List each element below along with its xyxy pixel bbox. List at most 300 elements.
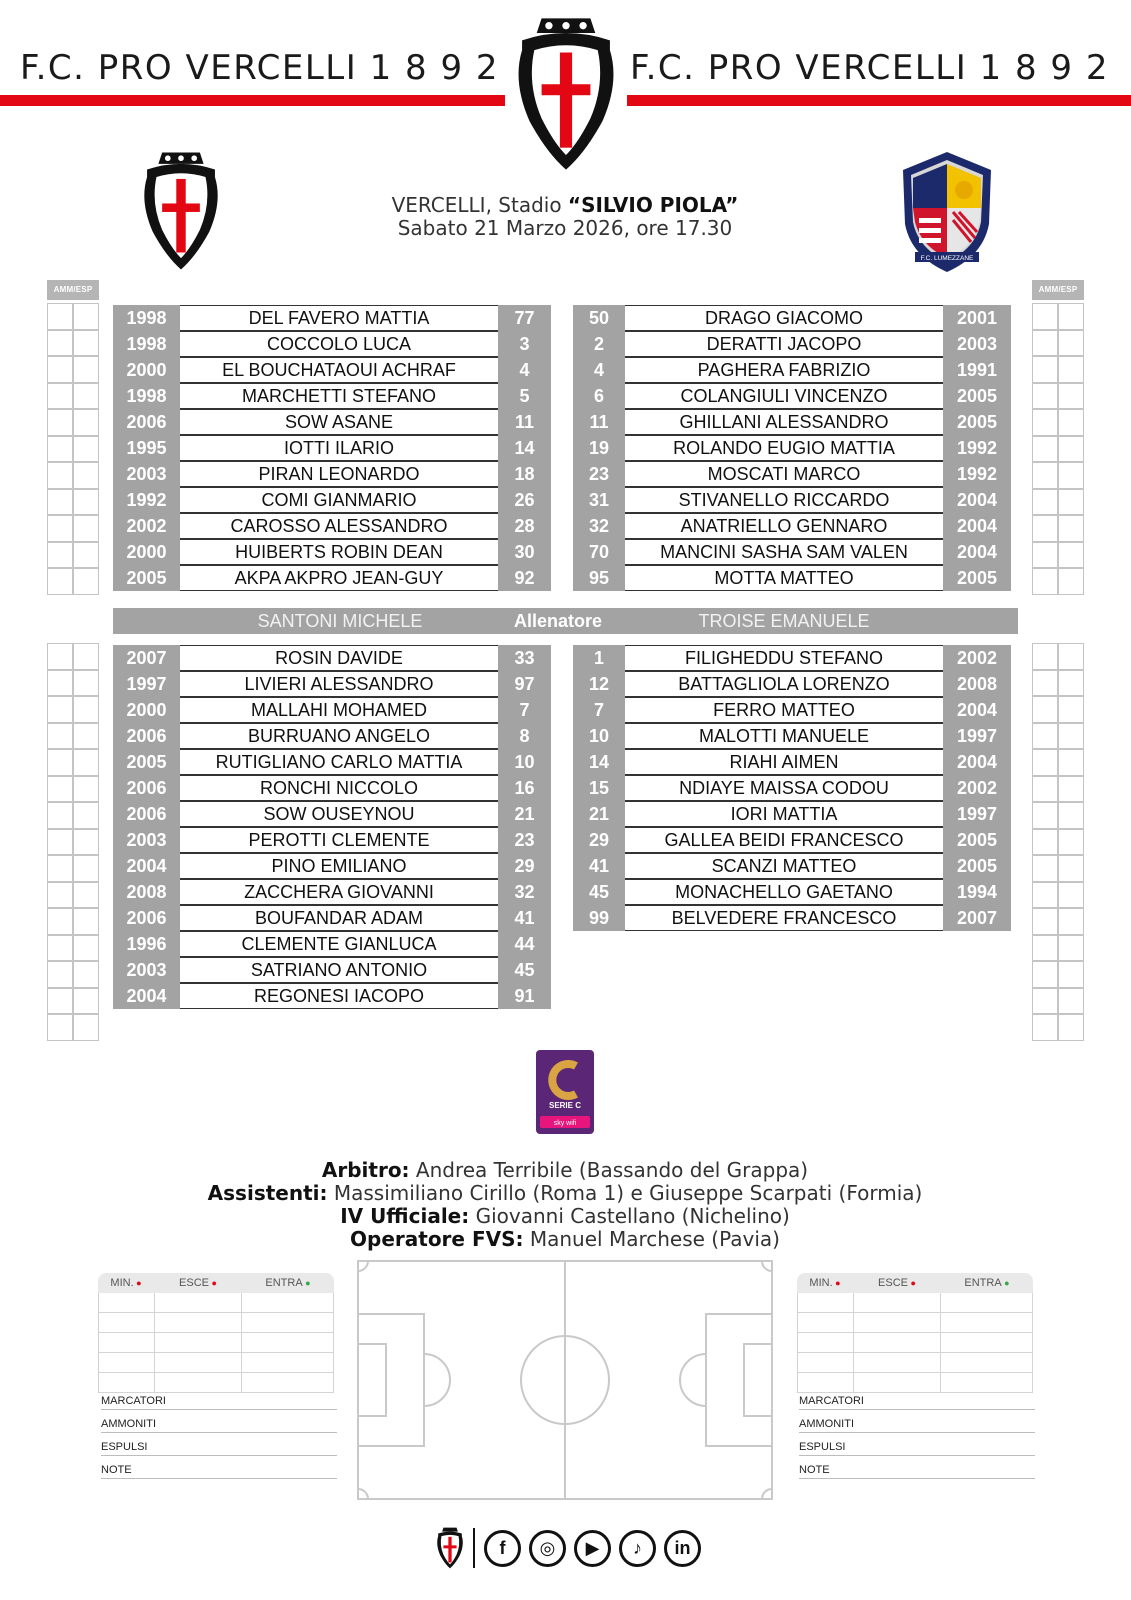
player-name: BATTAGLIOLA LORENZO [625, 671, 943, 697]
red-card-checkbox[interactable] [1058, 489, 1084, 516]
substitution-cell[interactable] [941, 1313, 1033, 1332]
home-subs-marks [47, 643, 99, 1041]
red-card-checkbox[interactable] [73, 961, 99, 988]
yellow-card-checkbox[interactable] [47, 356, 73, 383]
yellow-card-checkbox[interactable] [1032, 515, 1058, 542]
home-player-row [113, 305, 551, 331]
red-card-checkbox[interactable] [73, 542, 99, 569]
red-card-checkbox[interactable] [1058, 462, 1084, 489]
yellow-card-checkbox[interactable] [47, 568, 73, 595]
yellow-card-checkbox[interactable] [1032, 829, 1058, 856]
red-card-checkbox[interactable] [73, 776, 99, 803]
yellow-card-checkbox[interactable] [47, 303, 73, 330]
stat-line-note[interactable]: NOTE [101, 1462, 337, 1479]
player-birth-year: 2005 [113, 749, 180, 775]
minute-header [797, 1277, 853, 1289]
lumezzane-crest-icon [896, 148, 998, 276]
red-card-checkbox[interactable] [1058, 696, 1084, 723]
player-number: 2 [573, 331, 625, 357]
player-number: 7 [573, 697, 625, 723]
yellow-card-checkbox[interactable] [1032, 723, 1058, 750]
home-player-row [113, 957, 551, 983]
substitution-cell[interactable] [941, 1353, 1033, 1372]
substitutions-grid [797, 1293, 1033, 1393]
player-birth-year: 2000 [113, 697, 180, 723]
linkedin-icon[interactable]: in [664, 1530, 701, 1567]
home-player-row [113, 801, 551, 827]
red-card-checkbox[interactable] [1058, 568, 1084, 595]
home-player-row [113, 645, 551, 671]
substitution-cell[interactable] [798, 1353, 854, 1372]
stat-line-espulsi[interactable]: ESPULSI [799, 1439, 1035, 1456]
player-number: 5 [498, 383, 551, 409]
stat-line-marcatori[interactable]: MARCATORI [799, 1393, 1035, 1410]
red-card-checkbox[interactable] [1058, 670, 1084, 697]
card-mark-row [47, 961, 99, 988]
player-number: 7 [498, 697, 551, 723]
substitution-cell[interactable] [242, 1353, 334, 1372]
player-name: NDIAYE MAISSA CODOU [625, 775, 943, 801]
home-player-row [113, 931, 551, 957]
instagram-icon[interactable]: ◎ [529, 1530, 566, 1567]
yellow-card-checkbox[interactable] [1032, 961, 1058, 988]
player-birth-year: 2006 [113, 775, 180, 801]
player-name: MOSCATI MARCO [625, 461, 943, 487]
red-card-checkbox[interactable] [1058, 935, 1084, 962]
substitution-cell[interactable] [242, 1333, 334, 1352]
card-mark-row [1032, 882, 1084, 909]
red-arrow-icon: ● [209, 1278, 217, 1288]
yellow-card-checkbox[interactable] [1032, 542, 1058, 569]
stat-line-note[interactable]: NOTE [799, 1462, 1035, 1479]
player-name: MALOTTI MANUELE [625, 723, 943, 749]
card-mark-row [47, 383, 99, 410]
substitution-cell[interactable] [155, 1293, 243, 1312]
card-mark-row [47, 670, 99, 697]
red-card-checkbox[interactable] [73, 568, 99, 595]
substitution-cell[interactable] [854, 1373, 942, 1392]
red-card-checkbox[interactable] [1058, 749, 1084, 776]
away-player-row [573, 409, 1011, 435]
player-name: DERATTI JACOPO [625, 331, 943, 357]
yellow-card-checkbox[interactable] [1032, 330, 1058, 357]
substitution-cell[interactable] [798, 1373, 854, 1392]
player-birth-year: 2006 [113, 801, 180, 827]
out-header [853, 1277, 941, 1289]
player-name: SOW OUSEYNOU [180, 801, 498, 827]
yellow-card-checkbox[interactable] [1032, 489, 1058, 516]
yellow-card-checkbox[interactable] [1032, 749, 1058, 776]
player-number: 32 [498, 879, 551, 905]
home-substitutions-table [98, 1273, 334, 1393]
yellow-card-checkbox[interactable] [47, 383, 73, 410]
yellow-card-checkbox[interactable] [1032, 855, 1058, 882]
red-card-checkbox[interactable] [73, 988, 99, 1015]
substitution-cell[interactable] [854, 1293, 942, 1312]
red-card-checkbox[interactable] [73, 908, 99, 935]
player-birth-year: 1995 [113, 435, 180, 461]
player-name: ANATRIELLO GENNARO [625, 513, 943, 539]
home-player-row [113, 775, 551, 801]
red-card-checkbox[interactable] [73, 515, 99, 542]
away-player-row [573, 645, 1011, 671]
player-number: 19 [573, 435, 625, 461]
yellow-card-checkbox[interactable] [1032, 908, 1058, 935]
red-card-checkbox[interactable] [73, 409, 99, 436]
player-number: 70 [573, 539, 625, 565]
player-birth-year: 2004 [943, 749, 1011, 775]
red-card-checkbox[interactable] [1058, 908, 1084, 935]
player-birth-year: 2007 [943, 905, 1011, 931]
yellow-card-checkbox[interactable] [1032, 1014, 1058, 1041]
player-number: 14 [498, 435, 551, 461]
yellow-card-checkbox[interactable] [47, 670, 73, 697]
red-card-checkbox[interactable] [73, 723, 99, 750]
minute-header-label: MIN. [809, 1277, 833, 1289]
player-number: 10 [498, 749, 551, 775]
card-mark-row [1032, 489, 1084, 516]
substitution-cell[interactable] [99, 1313, 155, 1332]
red-card-checkbox[interactable] [73, 436, 99, 463]
away-player-row [573, 879, 1011, 905]
red-card-checkbox[interactable] [73, 356, 99, 383]
stat-line-ammoniti[interactable]: AMMONITI [101, 1416, 337, 1433]
substitution-cell[interactable] [798, 1333, 854, 1352]
yellow-card-checkbox[interactable] [47, 802, 73, 829]
official-value: Massimiliano Cirillo (Roma 1) e Giuseppe Scarpati (Formia) [327, 1181, 923, 1205]
player-number: 1 [573, 645, 625, 671]
card-mark-row [1032, 723, 1084, 750]
player-name: PINO EMILIANO [180, 853, 498, 879]
red-card-checkbox[interactable] [73, 1014, 99, 1041]
home-player-row [113, 879, 551, 905]
yellow-card-checkbox[interactable] [1032, 776, 1058, 803]
player-birth-year: 2004 [943, 697, 1011, 723]
red-card-checkbox[interactable] [73, 749, 99, 776]
red-card-checkbox[interactable] [1058, 383, 1084, 410]
substitution-cell[interactable] [941, 1333, 1033, 1352]
away-player-row [573, 513, 1011, 539]
red-card-checkbox[interactable] [73, 462, 99, 489]
player-birth-year: 2005 [943, 565, 1011, 591]
substitution-cell[interactable] [242, 1373, 334, 1392]
player-number: 23 [573, 461, 625, 487]
player-birth-year: 2003 [943, 331, 1011, 357]
player-birth-year: 1992 [943, 435, 1011, 461]
yellow-card-checkbox[interactable] [47, 409, 73, 436]
red-card-checkbox[interactable] [1058, 723, 1084, 750]
substitution-row [798, 1313, 1033, 1333]
red-card-checkbox[interactable] [73, 855, 99, 882]
red-card-checkbox[interactable] [1058, 409, 1084, 436]
substitution-row [99, 1313, 334, 1333]
substitution-cell[interactable] [99, 1333, 155, 1352]
yellow-card-checkbox[interactable] [1032, 356, 1058, 383]
player-name: DRAGO GIACOMO [625, 305, 943, 331]
substitution-cell[interactable] [798, 1313, 854, 1332]
coach-bar [113, 608, 1018, 634]
red-card-checkbox[interactable] [1058, 961, 1084, 988]
red-card-checkbox[interactable] [73, 489, 99, 516]
player-number: 50 [573, 305, 625, 331]
card-mark-row [47, 908, 99, 935]
player-number: 3 [498, 331, 551, 357]
card-mark-row [47, 882, 99, 909]
substitutions-header [797, 1273, 1033, 1293]
yellow-card-checkbox[interactable] [1032, 409, 1058, 436]
red-card-checkbox[interactable] [73, 935, 99, 962]
yellow-card-checkbox[interactable] [47, 643, 73, 670]
away-mark-header: AMM/ESP [1032, 280, 1084, 300]
red-card-checkbox[interactable] [73, 643, 99, 670]
yellow-card-checkbox[interactable] [1032, 462, 1058, 489]
substitution-cell[interactable] [854, 1353, 942, 1372]
yellow-card-checkbox[interactable] [47, 723, 73, 750]
yellow-card-checkbox[interactable] [1032, 303, 1058, 330]
card-mark-row [1032, 568, 1084, 595]
yellow-card-checkbox[interactable] [1032, 882, 1058, 909]
red-card-checkbox[interactable] [1058, 356, 1084, 383]
card-mark-row [1032, 961, 1084, 988]
red-card-checkbox[interactable] [73, 829, 99, 856]
substitution-cell[interactable] [99, 1373, 155, 1392]
red-card-checkbox[interactable] [73, 383, 99, 410]
green-arrow-icon: ● [302, 1278, 311, 1288]
yellow-card-checkbox[interactable] [47, 882, 73, 909]
red-card-checkbox[interactable] [73, 882, 99, 909]
substitution-cell[interactable] [155, 1353, 243, 1372]
red-card-checkbox[interactable] [73, 696, 99, 723]
red-card-checkbox[interactable] [73, 330, 99, 357]
yellow-card-checkbox[interactable] [1032, 568, 1058, 595]
yellow-card-checkbox[interactable] [47, 489, 73, 516]
yellow-card-checkbox[interactable] [47, 988, 73, 1015]
header-title-left: F.C. PRO VERCELLI 1 8 9 2 [20, 48, 500, 88]
card-mark-row [47, 776, 99, 803]
player-name: PEROTTI CLEMENTE [180, 827, 498, 853]
player-birth-year: 1994 [943, 879, 1011, 905]
card-mark-row [47, 643, 99, 670]
player-name: FILIGHEDDU STEFANO [625, 645, 943, 671]
official-label: Assistenti: [207, 1181, 328, 1205]
player-number: 12 [573, 671, 625, 697]
card-mark-row [1032, 409, 1084, 436]
yellow-card-checkbox[interactable] [1032, 670, 1058, 697]
facebook-icon[interactable]: f [484, 1530, 521, 1567]
player-birth-year: 1997 [943, 723, 1011, 749]
player-name: STIVANELLO RICCARDO [625, 487, 943, 513]
yellow-card-checkbox[interactable] [47, 935, 73, 962]
football-pitch [357, 1260, 773, 1500]
player-number: 95 [573, 565, 625, 591]
away-player-row [573, 435, 1011, 461]
yellow-card-checkbox[interactable] [1032, 383, 1058, 410]
tiktok-icon[interactable]: ♪ [619, 1530, 656, 1567]
away-player-row [573, 775, 1011, 801]
substitution-cell[interactable] [99, 1353, 155, 1372]
red-card-checkbox[interactable] [1058, 436, 1084, 463]
player-name: RUTIGLIANO CARLO MATTIA [180, 749, 498, 775]
red-card-checkbox[interactable] [1058, 829, 1084, 856]
official-label: IV Ufficiale: [340, 1204, 470, 1228]
home-player-row [113, 461, 551, 487]
yellow-card-checkbox[interactable] [47, 462, 73, 489]
yellow-card-checkbox[interactable] [47, 515, 73, 542]
official-value: Giovanni Castellano (Nichelino) [469, 1204, 790, 1228]
player-number: 26 [498, 487, 551, 513]
home-player-row [113, 723, 551, 749]
card-mark-row [47, 1014, 99, 1041]
yellow-card-checkbox[interactable] [47, 855, 73, 882]
official-value: Manuel Marchese (Pavia) [523, 1227, 780, 1251]
card-mark-row [47, 489, 99, 516]
card-mark-row [1032, 542, 1084, 569]
substitution-cell[interactable] [155, 1373, 243, 1392]
player-number: 99 [573, 905, 625, 931]
player-number: 41 [573, 853, 625, 879]
player-number: 30 [498, 539, 551, 565]
red-card-checkbox[interactable] [1058, 515, 1084, 542]
card-mark-row [47, 515, 99, 542]
card-mark-row [1032, 303, 1084, 330]
red-card-checkbox[interactable] [1058, 882, 1084, 909]
red-card-checkbox[interactable] [1058, 988, 1084, 1015]
player-name: GHILLANI ALESSANDRO [625, 409, 943, 435]
yellow-card-checkbox[interactable] [47, 749, 73, 776]
substitution-cell[interactable] [941, 1373, 1033, 1392]
yellow-card-checkbox[interactable] [47, 776, 73, 803]
substitution-row [798, 1373, 1033, 1393]
substitution-cell[interactable] [242, 1313, 334, 1332]
yellow-card-checkbox[interactable] [47, 829, 73, 856]
player-number: 41 [498, 905, 551, 931]
player-number: 14 [573, 749, 625, 775]
player-name: MANCINI SASHA SAM VALEN [625, 539, 943, 565]
away-starters-marks [1032, 303, 1084, 595]
away-player-row [573, 827, 1011, 853]
yellow-card-checkbox[interactable] [1032, 696, 1058, 723]
player-name: BOUFANDAR ADAM [180, 905, 498, 931]
substitutions-header [98, 1273, 334, 1293]
yellow-card-checkbox[interactable] [1032, 935, 1058, 962]
red-card-checkbox[interactable] [1058, 330, 1084, 357]
stat-line-espulsi[interactable]: ESPULSI [101, 1439, 337, 1456]
player-name: CAROSSO ALESSANDRO [180, 513, 498, 539]
card-mark-row [47, 409, 99, 436]
red-card-checkbox[interactable] [73, 303, 99, 330]
card-mark-row [47, 462, 99, 489]
player-birth-year: 2004 [113, 983, 180, 1009]
yellow-card-checkbox[interactable] [47, 330, 73, 357]
substitution-cell[interactable] [155, 1333, 243, 1352]
green-arrow-icon: ● [1001, 1278, 1010, 1288]
home-starters-marks [47, 303, 99, 595]
away-player-row [573, 383, 1011, 409]
card-mark-row [1032, 436, 1084, 463]
red-card-checkbox[interactable] [1058, 776, 1084, 803]
player-number: 92 [498, 565, 551, 591]
card-mark-row [1032, 802, 1084, 829]
player-birth-year: 1998 [113, 305, 180, 331]
player-number: 29 [573, 827, 625, 853]
yellow-card-checkbox[interactable] [47, 436, 73, 463]
player-birth-year: 1992 [943, 461, 1011, 487]
venue-stadium: “SILVIO PIOLA” [567, 193, 739, 217]
away-player-row [573, 565, 1011, 591]
stat-line-ammoniti[interactable]: AMMONITI [799, 1416, 1035, 1433]
red-card-checkbox[interactable] [1058, 303, 1084, 330]
player-birth-year: 1997 [943, 801, 1011, 827]
player-birth-year: 1998 [113, 383, 180, 409]
yellow-card-checkbox[interactable] [1032, 643, 1058, 670]
substitution-cell[interactable] [854, 1333, 942, 1352]
substitution-cell[interactable] [242, 1293, 334, 1312]
card-mark-row [47, 356, 99, 383]
red-card-checkbox[interactable] [73, 802, 99, 829]
player-birth-year: 2005 [943, 409, 1011, 435]
player-number: 18 [498, 461, 551, 487]
substitution-cell[interactable] [798, 1293, 854, 1312]
yellow-card-checkbox[interactable] [47, 908, 73, 935]
yellow-card-checkbox[interactable] [1032, 988, 1058, 1015]
yellow-card-checkbox[interactable] [1032, 436, 1058, 463]
away-player-row [573, 801, 1011, 827]
card-mark-row [1032, 670, 1084, 697]
away-player-row [573, 697, 1011, 723]
red-card-checkbox[interactable] [1058, 542, 1084, 569]
home-player-row [113, 827, 551, 853]
substitution-cell[interactable] [854, 1313, 942, 1332]
away-substitutions-table [797, 1273, 1033, 1393]
player-number: 31 [573, 487, 625, 513]
red-card-checkbox[interactable] [1058, 1014, 1084, 1041]
youtube-icon[interactable]: ▶ [574, 1530, 611, 1567]
red-card-checkbox[interactable] [1058, 855, 1084, 882]
card-mark-row [47, 855, 99, 882]
player-name: DEL FAVERO MATTIA [180, 305, 498, 331]
player-birth-year: 2002 [943, 645, 1011, 671]
yellow-card-checkbox[interactable] [47, 1014, 73, 1041]
player-number: 45 [573, 879, 625, 905]
substitution-row [99, 1373, 334, 1393]
player-name: ZACCHERA GIOVANNI [180, 879, 498, 905]
player-number: 11 [573, 409, 625, 435]
yellow-card-checkbox[interactable] [1032, 802, 1058, 829]
substitution-cell[interactable] [99, 1293, 155, 1312]
player-birth-year: 2004 [943, 513, 1011, 539]
stat-line-marcatori[interactable]: MARCATORI [101, 1393, 337, 1410]
red-card-checkbox[interactable] [73, 670, 99, 697]
player-name: HUIBERTS ROBIN DEAN [180, 539, 498, 565]
home-player-row [113, 697, 551, 723]
substitution-cell[interactable] [155, 1313, 243, 1332]
player-birth-year: 1992 [113, 487, 180, 513]
player-birth-year: 2003 [113, 957, 180, 983]
player-birth-year: 2001 [943, 305, 1011, 331]
yellow-card-checkbox[interactable] [47, 696, 73, 723]
player-number: 23 [498, 827, 551, 853]
player-name: RIAHI AIMEN [625, 749, 943, 775]
red-arrow-icon: ● [908, 1278, 916, 1288]
red-card-checkbox[interactable] [1058, 802, 1084, 829]
yellow-card-checkbox[interactable] [47, 961, 73, 988]
substitution-cell[interactable] [941, 1293, 1033, 1312]
yellow-card-checkbox[interactable] [47, 542, 73, 569]
red-card-checkbox[interactable] [1058, 643, 1084, 670]
card-mark-row [1032, 1014, 1084, 1041]
card-mark-row [47, 303, 99, 330]
card-mark-row [1032, 356, 1084, 383]
